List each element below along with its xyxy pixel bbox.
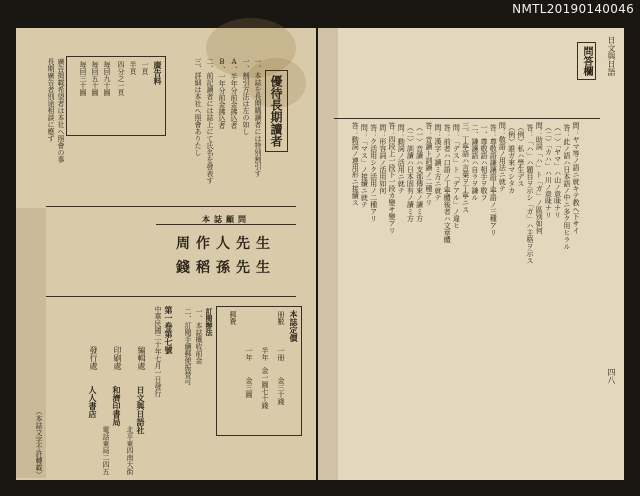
section-title: 問答欄 bbox=[577, 42, 596, 80]
price-table bbox=[216, 306, 302, 436]
qa-column-text: 問：ヤマ等ノ語ニ就キテ教ヘ下サイ bbox=[572, 122, 580, 234]
qa-column-text: 問：「デス」ト「デアル」ノ違ヒ bbox=[452, 124, 461, 229]
colophon-editor-label: 編輯處 bbox=[137, 346, 146, 370]
price-r3-c1: 一年 bbox=[245, 347, 253, 361]
long-term-line-4: B、一年分前金拂込者 bbox=[218, 58, 226, 129]
left-page bbox=[16, 28, 316, 480]
right-page bbox=[318, 28, 624, 480]
colophon-publisher: 人人書店 bbox=[88, 386, 98, 418]
colophon-issue: 第一卷第七號 bbox=[164, 306, 174, 354]
colophon-editor: 日文與日語社 bbox=[136, 386, 146, 434]
price-hdr-3: 郵費 bbox=[229, 311, 237, 325]
qa-column-text: 三、丁寧語ハ言葉ヲ丁寧ニス bbox=[461, 122, 470, 213]
ad-price-1: 毎回九十圓 bbox=[103, 61, 111, 96]
long-term-line-2: 一、割引方法は左の如し bbox=[242, 58, 250, 135]
price-hdr-1: 冊數 bbox=[277, 311, 285, 325]
ad-rates-title: 廣告料 bbox=[153, 61, 163, 85]
qa-column-text: 二、謙讓語ハ自ラヲ謙ル bbox=[470, 124, 479, 201]
colophon-addr1: 北平東四南大街 bbox=[126, 426, 134, 475]
ad-price-2: 毎回五十圓 bbox=[91, 61, 99, 96]
colophon-addr2: 電話東局二四五 bbox=[102, 426, 110, 475]
price-r2-c1: 半年 bbox=[261, 347, 269, 361]
qa-column-text: 問：形容詞ノ活用如何 bbox=[378, 124, 387, 194]
colophon-printer: 和濟印書局 bbox=[112, 386, 122, 426]
long-term-line-3: A、半年分前金拂込者 bbox=[230, 58, 238, 129]
ad-left-note: 長期廣告者別途相談に應ず bbox=[47, 58, 55, 142]
archive-id-label: NMTL20190140046 bbox=[512, 2, 634, 16]
ad-row-3: 四分之一頁 bbox=[117, 61, 125, 96]
advisors-block bbox=[156, 214, 296, 277]
qa-column-text: 問：漢字ノ讀ミ方ニ就テ bbox=[434, 124, 442, 201]
qa-column-text: 答：四段上一段下一段カ變サ變アリ bbox=[388, 122, 396, 234]
long-term-line-5: 二、前記讀者には誌上にて氏名を發表す bbox=[206, 58, 214, 184]
qa-column-text: 答：前者ハ口語ノ丁寧體後者ハ文章體 bbox=[443, 124, 452, 243]
colophon-printer-label: 印刷處 bbox=[113, 346, 122, 370]
ad-rates-block bbox=[66, 56, 166, 136]
long-term-line-1: 一、本誌を長期購讀者には特別割引す bbox=[254, 58, 262, 177]
qa-column-text: 問：動詞ノ活用ニ就テ bbox=[397, 124, 406, 194]
subscription-notes bbox=[176, 306, 214, 434]
sub-line-2: 二、訂閱手續郵便振替可 bbox=[184, 308, 192, 385]
colophon-publisher-label: 發行處 bbox=[89, 346, 98, 370]
price-r1-c1: 一冊 bbox=[277, 347, 285, 361]
price-r2-c2: 金一圓七十錢 bbox=[261, 367, 269, 409]
sub-line-1: 一、本誌概收前金 bbox=[195, 308, 203, 364]
ad-row-2: 半頁 bbox=[129, 61, 137, 75]
qa-column-text: 一、尊敬語ハ相手ヲ敬フ bbox=[480, 124, 488, 201]
qa-column-text: 答：動詞ノ連用形ニ接續ス bbox=[351, 122, 360, 206]
long-term-block bbox=[166, 52, 296, 202]
colophon-note: （本誌文字不許轉載） bbox=[35, 408, 43, 478]
qa-column-text: （一）音讀ハ支那傳來ノ讀ミ方 bbox=[415, 124, 424, 222]
colophon bbox=[46, 306, 174, 475]
qa-column-text: 答：「ハ」ハ題目ヲ示シ「ガ」ハ主格ヲ示ス bbox=[526, 124, 534, 264]
qa-column-text: （一）「ヤマ」ハ山ノ意味ナリ bbox=[553, 124, 562, 219]
qa-column-text: 問：助詞「ハ」ト「ガ」ノ區別如何 bbox=[535, 122, 544, 234]
advisor-name-2: 錢稻孫先生 bbox=[176, 260, 276, 276]
colophon-date: 中華民國二十年七月一日發行 bbox=[154, 306, 162, 397]
advisors-title: 本誌顧問 bbox=[156, 214, 296, 225]
qa-column-text: 問：「マス」ノ接續ニ就テ bbox=[360, 124, 369, 208]
qa-column-text: 答：音讀ト訓讀ノ二種アリ bbox=[424, 122, 433, 206]
price-r3-c2: 金三圓 bbox=[245, 377, 253, 398]
qa-column-text: 問：敬語ノ用法ニ就テ bbox=[498, 122, 507, 192]
price-r1-c2: 金三十錢 bbox=[277, 377, 285, 405]
qa-column-text: （二）「カハ」ハ川ノ意味ナリ bbox=[544, 124, 553, 219]
qa-columns bbox=[350, 32, 580, 472]
qa-column-text: （例）私ハ學生デス bbox=[516, 124, 525, 187]
qa-column-text: （二）訓讀ハ日本固有ノ讀ミ方 bbox=[406, 124, 415, 222]
long-term-line-6: 三、詳細は本社へ照會ありたし bbox=[194, 58, 202, 156]
qa-column-text: 答：ク活用シク活用ノ二種アリ bbox=[369, 124, 378, 222]
advisor-name-1: 周作人先生 bbox=[176, 236, 276, 252]
ad-footnote: 廣告掲載希望者は本社へ照會の事 bbox=[57, 58, 65, 163]
price-table-title: 本誌定價 bbox=[289, 310, 299, 342]
qa-column-text: （例）誰ガ來マシタカ bbox=[507, 124, 516, 194]
ad-price-3: 毎回三十圓 bbox=[79, 61, 87, 96]
qa-column-text: 答：此ノ語ハ日本語ノ中ニ多ク用ヒラル bbox=[562, 124, 571, 250]
qa-column-text: 答：尊敬語謙讓語丁寧語ノ三種アリ bbox=[489, 124, 498, 236]
running-head: 日文與日語 bbox=[607, 36, 616, 76]
long-term-title: 優待長期讀者 bbox=[265, 70, 288, 152]
sub-title: 訂閱辦法 bbox=[205, 308, 214, 336]
page-number: 四八 bbox=[607, 368, 616, 384]
ad-row-1: 一頁 bbox=[141, 61, 149, 75]
